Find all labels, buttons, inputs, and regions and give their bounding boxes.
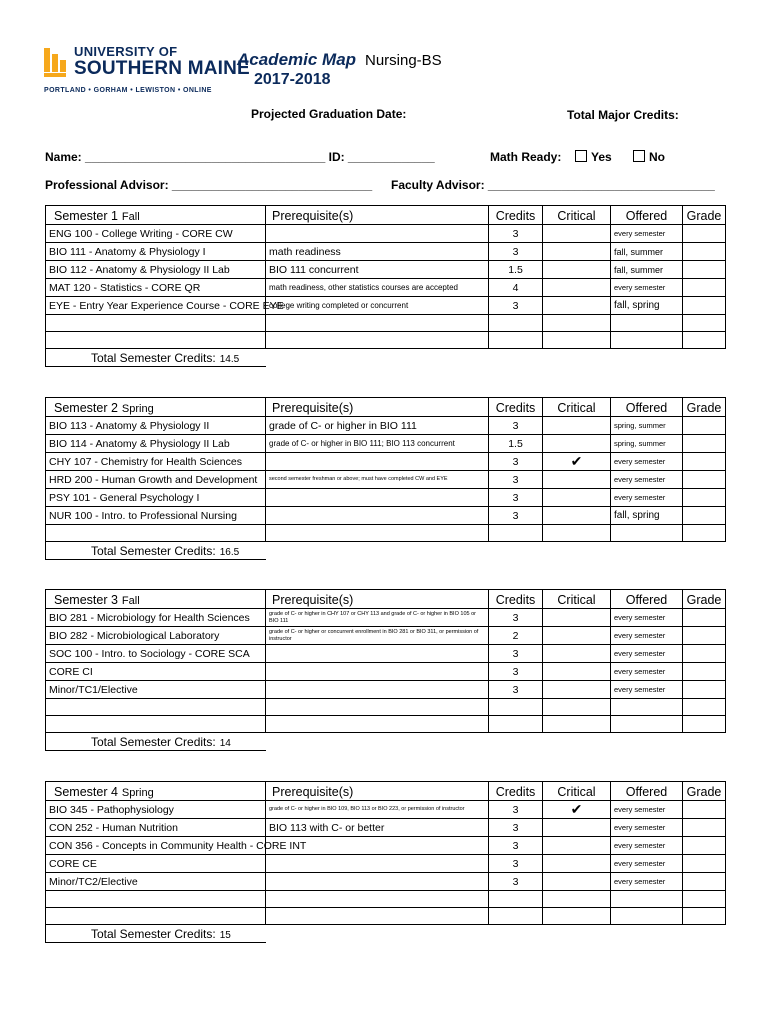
course-prereq <box>266 332 489 349</box>
course-critical <box>543 225 611 243</box>
course-credits <box>489 699 543 716</box>
semester-total-credits <box>46 349 266 367</box>
course-offered: every semester <box>611 279 683 297</box>
course-grade[interactable] <box>683 261 726 279</box>
semester-total-credits <box>46 925 266 943</box>
course-grade[interactable] <box>683 891 726 908</box>
course-prereq <box>266 453 489 471</box>
course-name: BIO 111 - Anatomy & Physiology I <box>46 243 266 261</box>
course-critical <box>543 663 611 681</box>
total-credits-label: Total Semester Credits: <box>91 543 216 558</box>
course-critical <box>543 471 611 489</box>
course-offered: every semester <box>611 627 683 645</box>
empty-cell <box>266 925 489 943</box>
course-critical <box>543 699 611 716</box>
course-grade[interactable] <box>683 627 726 645</box>
campus-list: PORTLAND • GORHAM • LEWISTON • ONLINE <box>44 87 212 94</box>
course-offered: every semester <box>611 609 683 627</box>
grade-column-header: Grade <box>683 398 726 417</box>
course-name <box>46 891 266 908</box>
course-name: CORE CI <box>46 663 266 681</box>
semester-title: Semester 2 <box>54 400 118 415</box>
semester-term: Spring <box>121 786 154 799</box>
course-name <box>46 332 266 349</box>
course-name: BIO 345 - Pathophysiology <box>46 801 266 819</box>
course-prereq: math readiness <box>266 243 489 261</box>
course-critical <box>543 297 611 315</box>
course-prereq <box>266 507 489 525</box>
projected-graduation-label: Projected Graduation Date: <box>251 107 407 121</box>
critical-column-header: Critical <box>543 782 611 801</box>
credits-column-header: Credits <box>489 782 543 801</box>
course-offered: every semester <box>611 681 683 699</box>
course-prereq <box>266 873 489 891</box>
total-major-credits-label: Total Major Credits: <box>567 108 679 122</box>
course-offered: every semester <box>611 663 683 681</box>
professional-advisor-field[interactable]: Professional Advisor: ______________________________ <box>45 178 373 192</box>
course-prereq <box>266 855 489 873</box>
total-credits-label: Total Semester Credits: <box>91 926 216 941</box>
course-offered: spring, summer <box>611 417 683 435</box>
table-row <box>46 891 726 908</box>
course-credits: 1.5 <box>489 435 543 453</box>
grade-column-header: Grade <box>683 206 726 225</box>
total-credits-value: 14.5 <box>219 353 240 365</box>
empty-cell <box>611 349 683 367</box>
usm-logo-icon <box>44 48 68 78</box>
course-name: BIO 113 - Anatomy & Physiology II <box>46 417 266 435</box>
course-credits: 3 <box>489 297 543 315</box>
total-credits-value: 16.5 <box>219 546 240 558</box>
semester-3-label <box>46 590 266 609</box>
course-offered <box>611 525 683 542</box>
course-critical: ✔ <box>543 453 611 471</box>
course-credits: 3 <box>489 417 543 435</box>
course-grade[interactable] <box>683 315 726 332</box>
table-row <box>46 471 726 489</box>
course-offered: every semester <box>611 489 683 507</box>
course-offered: fall, summer <box>611 261 683 279</box>
course-prereq: math readiness, other statistics courses are accepted <box>266 279 489 297</box>
table-row <box>46 332 726 349</box>
semester-1-label <box>46 206 266 225</box>
table-row <box>46 837 726 855</box>
course-offered: every semester <box>611 801 683 819</box>
course-offered: every semester <box>611 819 683 837</box>
course-grade[interactable] <box>683 279 726 297</box>
course-credits: 3 <box>489 489 543 507</box>
empty-cell <box>489 542 543 560</box>
table-row <box>46 489 726 507</box>
empty-cell <box>611 925 683 943</box>
table-row <box>46 435 726 453</box>
course-grade[interactable] <box>683 507 726 525</box>
course-offered: fall, summer <box>611 243 683 261</box>
course-credits: 3 <box>489 663 543 681</box>
course-prereq: BIO 111 concurrent <box>266 261 489 279</box>
course-offered: fall, spring <box>611 297 683 315</box>
semester-2-label <box>46 398 266 417</box>
yes-checkbox[interactable] <box>575 150 587 162</box>
table-row <box>46 699 726 716</box>
total-credits-value: 15 <box>219 929 231 941</box>
course-prereq: grade of C- or higher or concurrent enrollment in BIO 281 or BIO 311, or permission of instructor <box>266 627 489 645</box>
table-row <box>46 645 726 663</box>
course-name: MAT 120 - Statistics - CORE QR <box>46 279 266 297</box>
prereq-column-header: Prerequisite(s) <box>266 398 489 417</box>
semester-1-table <box>45 205 726 367</box>
course-credits <box>489 716 543 733</box>
course-name: PSY 101 - General Psychology I <box>46 489 266 507</box>
course-grade[interactable] <box>683 225 726 243</box>
course-credits: 3 <box>489 471 543 489</box>
course-critical <box>543 315 611 332</box>
table-row <box>46 663 726 681</box>
course-offered: every semester <box>611 225 683 243</box>
empty-cell <box>266 542 489 560</box>
course-credits <box>489 891 543 908</box>
empty-cell <box>489 925 543 943</box>
empty-cell <box>489 733 543 751</box>
semester-title: Semester 3 <box>54 592 118 607</box>
semester-title: Semester 4 <box>54 784 118 799</box>
course-critical <box>543 609 611 627</box>
table-row <box>46 819 726 837</box>
empty-cell <box>543 925 611 943</box>
course-name <box>46 716 266 733</box>
course-prereq: grade of C- or higher in CHY 107 or CHY 113 and grade of C- or higher in BIO 105 or BIO 111 <box>266 609 489 627</box>
course-name: BIO 281 - Microbiology for Health Sciences <box>46 609 266 627</box>
table-row <box>46 801 726 819</box>
course-credits: 3 <box>489 855 543 873</box>
prereq-column-header: Prerequisite(s) <box>266 590 489 609</box>
course-grade[interactable] <box>683 837 726 855</box>
table-row <box>46 716 726 733</box>
course-grade[interactable] <box>683 417 726 435</box>
course-prereq: grade of C- or higher in BIO 111 <box>266 417 489 435</box>
course-critical <box>543 332 611 349</box>
semester-4-label <box>46 782 266 801</box>
semester-term: Spring <box>121 402 154 415</box>
course-name <box>46 699 266 716</box>
course-offered: every semester <box>611 453 683 471</box>
course-credits <box>489 315 543 332</box>
course-critical <box>543 435 611 453</box>
course-grade[interactable] <box>683 471 726 489</box>
course-grade[interactable] <box>683 297 726 315</box>
course-offered: every semester <box>611 873 683 891</box>
grade-column-header: Grade <box>683 782 726 801</box>
table-row <box>46 297 726 315</box>
course-credits: 2 <box>489 627 543 645</box>
course-grade[interactable] <box>683 855 726 873</box>
semester-3-table <box>45 589 726 751</box>
math-ready-label: Math Ready: <box>490 150 562 164</box>
empty-cell <box>683 349 726 367</box>
offered-column-header: Offered <box>611 782 683 801</box>
course-credits: 3 <box>489 243 543 261</box>
course-offered <box>611 699 683 716</box>
course-grade[interactable] <box>683 243 726 261</box>
course-credits: 3 <box>489 801 543 819</box>
course-grade[interactable] <box>683 801 726 819</box>
semester-term: Fall <box>121 594 140 607</box>
course-credits: 3 <box>489 873 543 891</box>
course-name: SOC 100 - Intro. to Sociology - CORE SCA <box>46 645 266 663</box>
semester-total-credits <box>46 733 266 751</box>
table-row <box>46 908 726 925</box>
course-prereq: second semester freshman or above; must have completed CW and EYE <box>266 471 489 489</box>
course-grade[interactable] <box>683 435 726 453</box>
credits-column-header: Credits <box>489 206 543 225</box>
course-critical <box>543 908 611 925</box>
critical-column-header: Critical <box>543 206 611 225</box>
course-credits: 1.5 <box>489 261 543 279</box>
course-offered: every semester <box>611 837 683 855</box>
course-offered <box>611 891 683 908</box>
course-prereq <box>266 681 489 699</box>
table-row <box>46 243 726 261</box>
course-prereq <box>266 315 489 332</box>
semester-title: Semester 1 <box>54 208 118 223</box>
semester-4-table <box>45 781 726 943</box>
empty-cell <box>611 542 683 560</box>
table-row <box>46 873 726 891</box>
table-row <box>46 525 726 542</box>
course-critical <box>543 627 611 645</box>
course-prereq <box>266 489 489 507</box>
course-offered <box>611 332 683 349</box>
empty-cell <box>489 349 543 367</box>
prereq-column-header: Prerequisite(s) <box>266 206 489 225</box>
course-credits <box>489 525 543 542</box>
course-credits <box>489 908 543 925</box>
course-grade[interactable] <box>683 699 726 716</box>
course-critical <box>543 837 611 855</box>
critical-column-header: Critical <box>543 398 611 417</box>
course-credits: 3 <box>489 837 543 855</box>
course-credits: 3 <box>489 453 543 471</box>
grade-column-header: Grade <box>683 590 726 609</box>
math-ready-yes[interactable] <box>575 150 612 164</box>
course-name <box>46 908 266 925</box>
empty-cell <box>543 349 611 367</box>
table-row <box>46 261 726 279</box>
course-grade[interactable] <box>683 609 726 627</box>
table-row <box>46 315 726 332</box>
table-row <box>46 225 726 243</box>
course-prereq <box>266 645 489 663</box>
course-name: Minor/TC2/Elective <box>46 873 266 891</box>
course-offered <box>611 908 683 925</box>
course-critical <box>543 417 611 435</box>
course-critical: ✔ <box>543 801 611 819</box>
offered-column-header: Offered <box>611 206 683 225</box>
university-name-line2: SOUTHERN MAINE <box>74 58 250 79</box>
course-prereq: grade of C- or higher in BIO 111; BIO 113 concurrent <box>266 435 489 453</box>
course-offered: every semester <box>611 645 683 663</box>
course-critical <box>543 891 611 908</box>
course-grade[interactable] <box>683 525 726 542</box>
course-prereq <box>266 525 489 542</box>
course-name: EYE - Entry Year Experience Course - CORE EYE <box>46 297 266 315</box>
map-title: Academic Map <box>237 50 357 69</box>
no-label: No <box>649 150 665 164</box>
course-name: NUR 100 - Intro. to Professional Nursing <box>46 507 266 525</box>
course-grade[interactable] <box>683 332 726 349</box>
semester-term: Fall <box>121 210 140 223</box>
course-credits: 3 <box>489 507 543 525</box>
course-critical <box>543 489 611 507</box>
course-name: ENG 100 - College Writing - CORE CW <box>46 225 266 243</box>
course-name: Minor/TC1/Elective <box>46 681 266 699</box>
course-critical <box>543 873 611 891</box>
course-critical <box>543 261 611 279</box>
course-name: CHY 107 - Chemistry for Health Sciences <box>46 453 266 471</box>
course-critical <box>543 507 611 525</box>
empty-cell <box>543 733 611 751</box>
course-critical <box>543 525 611 542</box>
university-name-line1: UNIVERSITY OF <box>74 44 178 59</box>
course-name: CON 252 - Human Nutrition <box>46 819 266 837</box>
empty-cell <box>543 542 611 560</box>
course-grade[interactable] <box>683 819 726 837</box>
course-critical <box>543 645 611 663</box>
course-critical <box>543 819 611 837</box>
critical-column-header: Critical <box>543 590 611 609</box>
course-name: BIO 114 - Anatomy & Physiology II Lab <box>46 435 266 453</box>
course-grade[interactable] <box>683 716 726 733</box>
empty-cell <box>683 542 726 560</box>
course-name: HRD 200 - Human Growth and Development <box>46 471 266 489</box>
table-row <box>46 855 726 873</box>
course-prereq: BIO 113 with C- or better <box>266 819 489 837</box>
total-credits-label: Total Semester Credits: <box>91 350 216 365</box>
course-critical <box>543 279 611 297</box>
course-credits: 3 <box>489 609 543 627</box>
no-checkbox[interactable] <box>633 150 645 162</box>
course-credits: 3 <box>489 645 543 663</box>
table-row <box>46 279 726 297</box>
course-name: BIO 282 - Microbiological Laboratory <box>46 627 266 645</box>
credits-column-header: Credits <box>489 590 543 609</box>
program-name: Nursing-BS <box>365 52 442 69</box>
course-offered: every semester <box>611 855 683 873</box>
name-id-field[interactable]: Name: ____________________________________ ID: _____________ <box>45 150 435 164</box>
course-grade[interactable] <box>683 681 726 699</box>
course-critical <box>543 243 611 261</box>
yes-label: Yes <box>591 150 612 164</box>
course-prereq <box>266 716 489 733</box>
empty-cell <box>683 733 726 751</box>
total-credits-label: Total Semester Credits: <box>91 734 216 749</box>
table-row <box>46 507 726 525</box>
course-prereq <box>266 891 489 908</box>
course-offered <box>611 716 683 733</box>
course-prereq <box>266 663 489 681</box>
math-ready-no[interactable] <box>633 150 665 164</box>
course-offered: every semester <box>611 471 683 489</box>
total-credits-value: 14 <box>219 737 231 749</box>
course-offered: fall, spring <box>611 507 683 525</box>
faculty-advisor-field[interactable]: Faculty Advisor: __________________________________ <box>391 178 715 192</box>
empty-cell <box>683 925 726 943</box>
table-row <box>46 453 726 471</box>
course-credits: 3 <box>489 819 543 837</box>
empty-cell <box>266 733 489 751</box>
course-critical <box>543 681 611 699</box>
map-year: 2017-2018 <box>254 71 331 88</box>
empty-cell <box>611 733 683 751</box>
course-name: CON 356 - Concepts in Community Health - CORE INT <box>46 837 266 855</box>
course-prereq: grade of C- or higher in BIO 109, BIO 113 or BIO 223, or permission of instructor <box>266 801 489 819</box>
credits-column-header: Credits <box>489 398 543 417</box>
table-row <box>46 609 726 627</box>
empty-cell <box>266 349 489 367</box>
course-offered: spring, summer <box>611 435 683 453</box>
course-prereq <box>266 699 489 716</box>
course-credits: 4 <box>489 279 543 297</box>
course-credits: 3 <box>489 681 543 699</box>
course-grade[interactable] <box>683 908 726 925</box>
course-critical <box>543 855 611 873</box>
course-grade[interactable] <box>683 663 726 681</box>
course-prereq <box>266 908 489 925</box>
offered-column-header: Offered <box>611 590 683 609</box>
course-grade[interactable] <box>683 873 726 891</box>
course-grade[interactable] <box>683 645 726 663</box>
course-critical <box>543 716 611 733</box>
course-credits: 3 <box>489 225 543 243</box>
course-prereq <box>266 225 489 243</box>
course-name: CORE CE <box>46 855 266 873</box>
semester-total-credits <box>46 542 266 560</box>
course-grade[interactable] <box>683 489 726 507</box>
course-name: BIO 112 - Anatomy & Physiology II Lab <box>46 261 266 279</box>
course-grade[interactable] <box>683 453 726 471</box>
table-row <box>46 681 726 699</box>
course-prereq: college writing completed or concurrent <box>266 297 489 315</box>
semester-2-table <box>45 397 726 560</box>
table-row <box>46 417 726 435</box>
course-name <box>46 315 266 332</box>
offered-column-header: Offered <box>611 398 683 417</box>
course-credits <box>489 332 543 349</box>
course-name <box>46 525 266 542</box>
course-offered <box>611 315 683 332</box>
table-row <box>46 627 726 645</box>
prereq-column-header: Prerequisite(s) <box>266 782 489 801</box>
